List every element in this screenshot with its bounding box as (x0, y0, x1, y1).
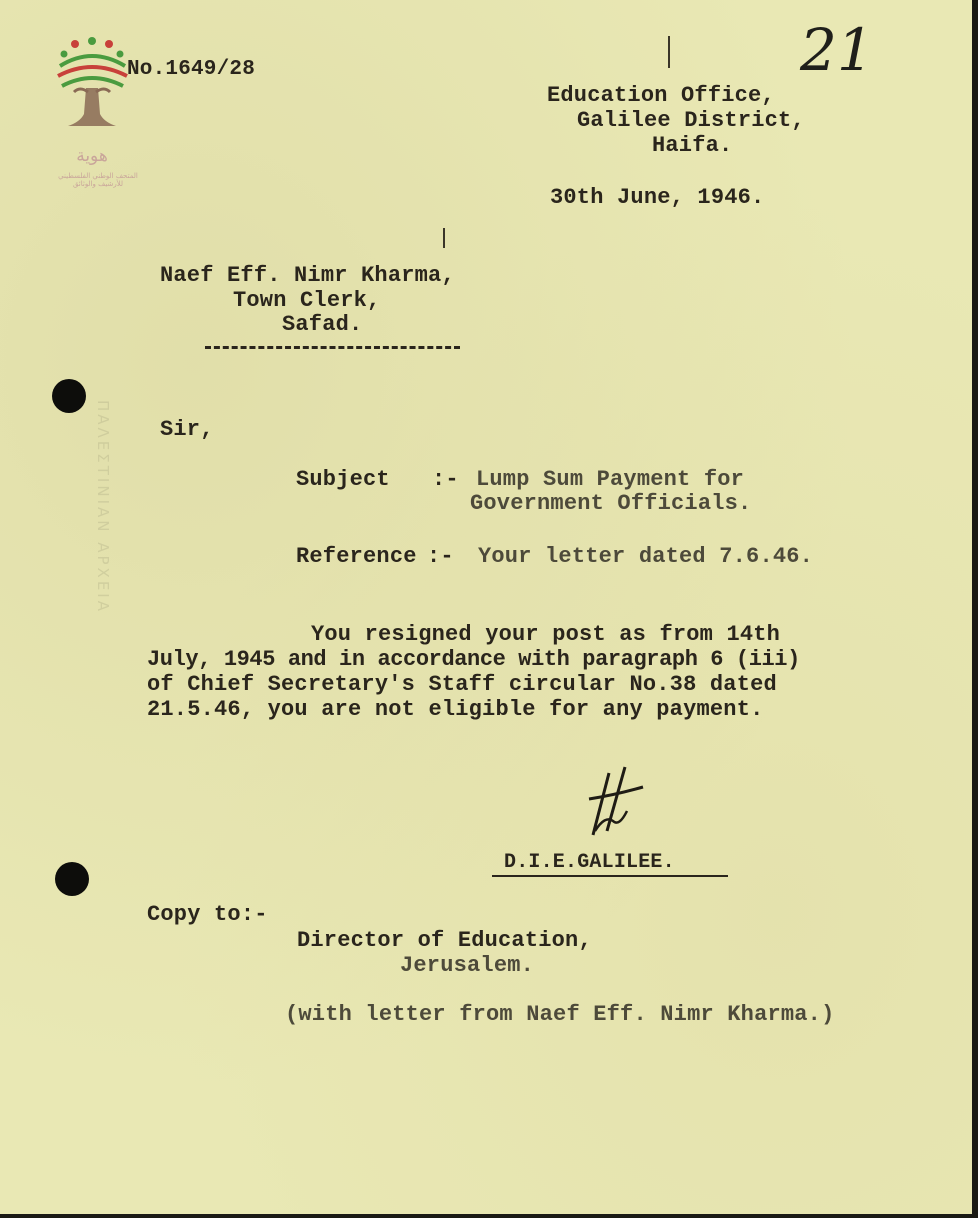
archive-logo-icon (50, 36, 135, 181)
subject-label: Subject (296, 467, 390, 492)
tick-mark (443, 228, 445, 248)
tick-mark (668, 36, 670, 68)
logo-wordmark: هوية (76, 146, 108, 166)
signature-mark (585, 765, 655, 840)
subject-line-1: Lump Sum Payment for (476, 467, 745, 492)
subject-line-2: Government Officials. (470, 491, 752, 516)
subject-separator: :- (432, 467, 459, 492)
body-line-1: You resigned your post as from 14th (311, 622, 781, 647)
logo-caption: المتحف الوطني الفلسطيني للأرشيف والوثائق (58, 172, 138, 188)
sender-line-2: Galilee District, (577, 108, 805, 133)
salutation: Sir, (160, 417, 214, 442)
recipient-title: Town Clerk, (233, 288, 381, 313)
body-line-3: of Chief Secretary's Staff circular No.38 dated (147, 672, 777, 697)
punch-hole-bottom (55, 862, 89, 896)
copy-note: (with letter from Naef Eff. Nimr Kharma.) (285, 1002, 835, 1027)
recipient-name: Naef Eff. Nimr Kharma, (160, 263, 455, 288)
copy-line-2: Jerusalem. (400, 953, 535, 978)
body-line-4: 21.5.46, you are not eligible for any payment. (147, 697, 764, 722)
reference-label: Reference (296, 544, 417, 569)
sender-line-1: Education Office, (547, 83, 775, 108)
signatory: D.I.E.GALILEE. (504, 851, 675, 874)
signatory-underline (492, 875, 728, 877)
reference-text: Your letter dated 7.6.46. (478, 544, 814, 569)
copy-label: Copy to:- (147, 902, 268, 927)
punch-hole-top (52, 379, 86, 413)
copy-line-1: Director of Education, (297, 928, 592, 953)
recipient-place: Safad. (282, 312, 363, 337)
page-number: 21 (800, 16, 874, 84)
bleed-through-text: ΠΑΛΕΣΤΙΝΙΑΝ ΑΡΧΕΙΑ (94, 400, 112, 614)
reference-separator: :- (427, 544, 454, 569)
letter-date: 30th June, 1946. (550, 185, 765, 210)
sender-line-3: Haifa. (652, 133, 733, 158)
body-line-2: July, 1945 and in accordance with paragraph 6 (iii) (147, 647, 800, 672)
address-divider (205, 346, 460, 349)
file-number: No.1649/28 (127, 58, 256, 81)
